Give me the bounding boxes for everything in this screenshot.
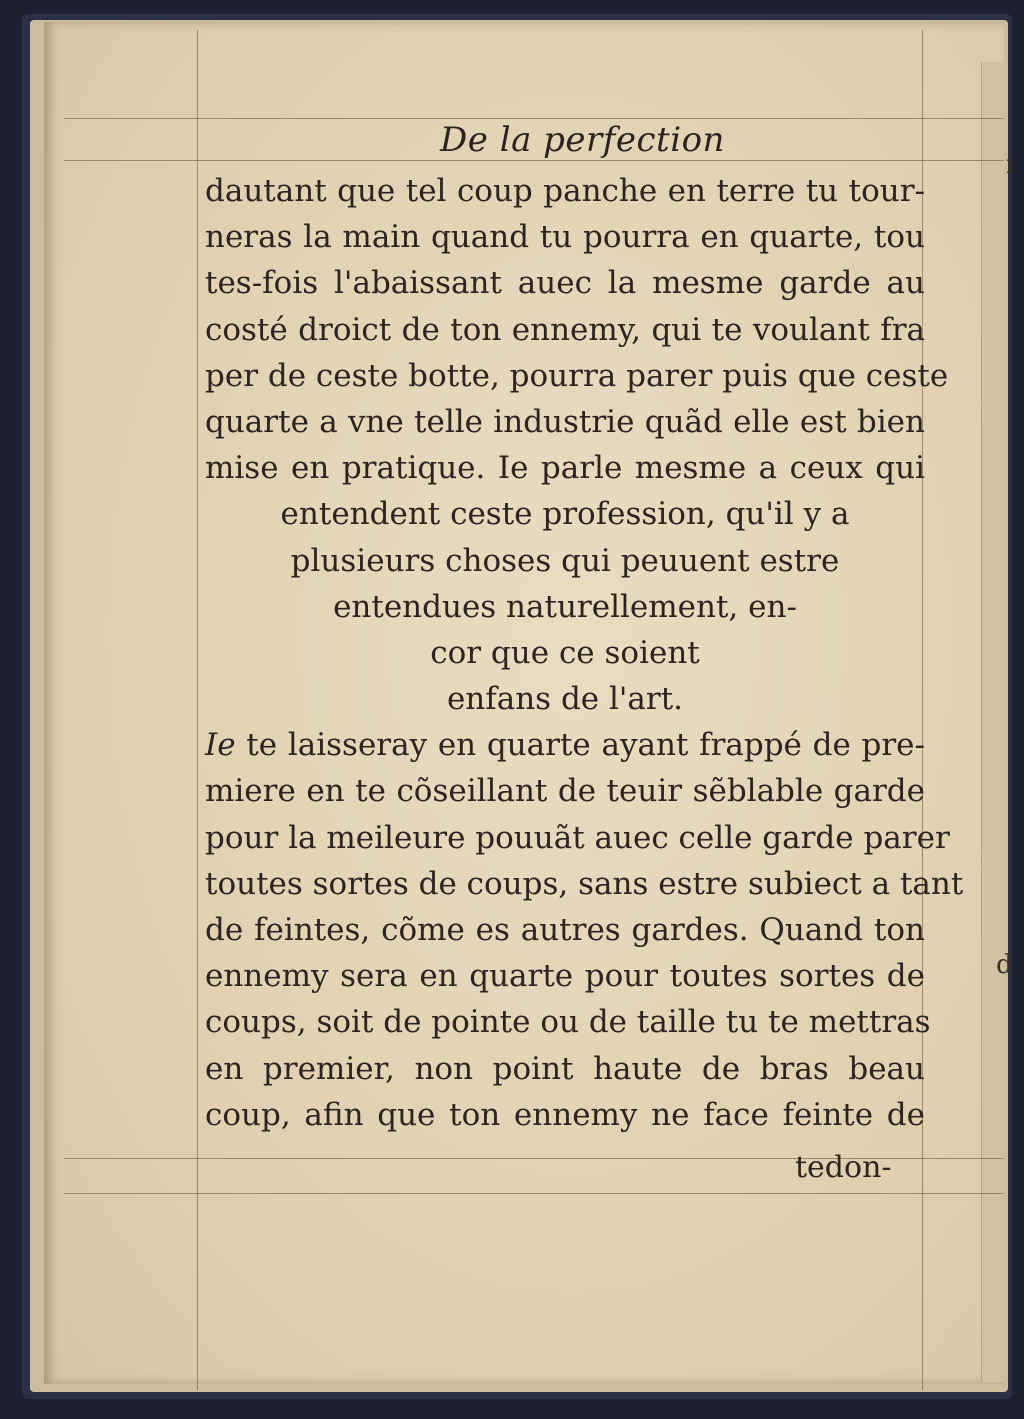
text-line: per de ceste botte, pourra parer puis que ceste <box>205 357 949 394</box>
text-line: ennemy sera en quarte pour toutes sortes de <box>205 958 925 995</box>
paragraph-first-line-text: te laisseray en quarte ayant frappé de pre- <box>235 727 925 764</box>
tapered-line: plusieurs choses qui peuuent estre <box>290 542 840 579</box>
tapered-line: cor que ce soient <box>430 634 700 671</box>
catchword: tedon- <box>795 1150 892 1185</box>
footer-rule-bottom <box>64 1193 1004 1194</box>
text-line: miere en te cõseillant de teuir sẽblable garde <box>205 773 925 810</box>
tapered-line: enfans de l'art. <box>446 681 684 718</box>
text-line: toutes sortes de coups, sans estre subiect a tant <box>205 865 964 902</box>
text-line: coups, soit de pointe ou de taille tu te mettras <box>205 1004 931 1041</box>
text-line: coup, afin que ton ennemy ne face feinte de <box>205 1096 925 1133</box>
text-line: dautant que tel coup panche en terre tu tour- <box>205 173 925 209</box>
tapered-line: entendent ceste profession, qu'il y a <box>280 496 850 533</box>
text-line: en premier, non point haute de bras beau <box>205 1050 925 1087</box>
header-rule-bottom <box>64 160 1004 161</box>
next-page-edge <box>981 62 1004 1382</box>
text-line: tes-fois l'abaissant auec la mesme garde au <box>205 265 925 302</box>
margin-mark: d <box>996 950 1013 980</box>
text-line: mise en pratique. Ie parle mesme a ceux qui <box>205 450 925 487</box>
text-line: costé droict de ton ennemy, qui te voulant fra <box>205 311 925 348</box>
text-line: pour la meileure pouuãt auec celle garde parer <box>205 819 950 856</box>
text-line: de feintes, cõme es autres gardes. Quand ton <box>205 912 925 948</box>
tapered-line: entendues naturellement, en- <box>333 588 797 625</box>
text-line: quarte a vne telle industrie quãd elle est bien <box>205 403 925 440</box>
text-line: neras la main quand tu pourra en quarte, tou <box>205 219 925 256</box>
running-title: De la perfection <box>440 120 725 160</box>
left-margin-rule <box>197 30 198 1390</box>
header-rule-top <box>64 118 1004 119</box>
margin-mark: i <box>1006 150 1015 180</box>
paragraph-first-line <box>205 722 925 768</box>
main-text <box>205 168 964 1138</box>
paragraph-initial: Ie <box>205 727 236 764</box>
